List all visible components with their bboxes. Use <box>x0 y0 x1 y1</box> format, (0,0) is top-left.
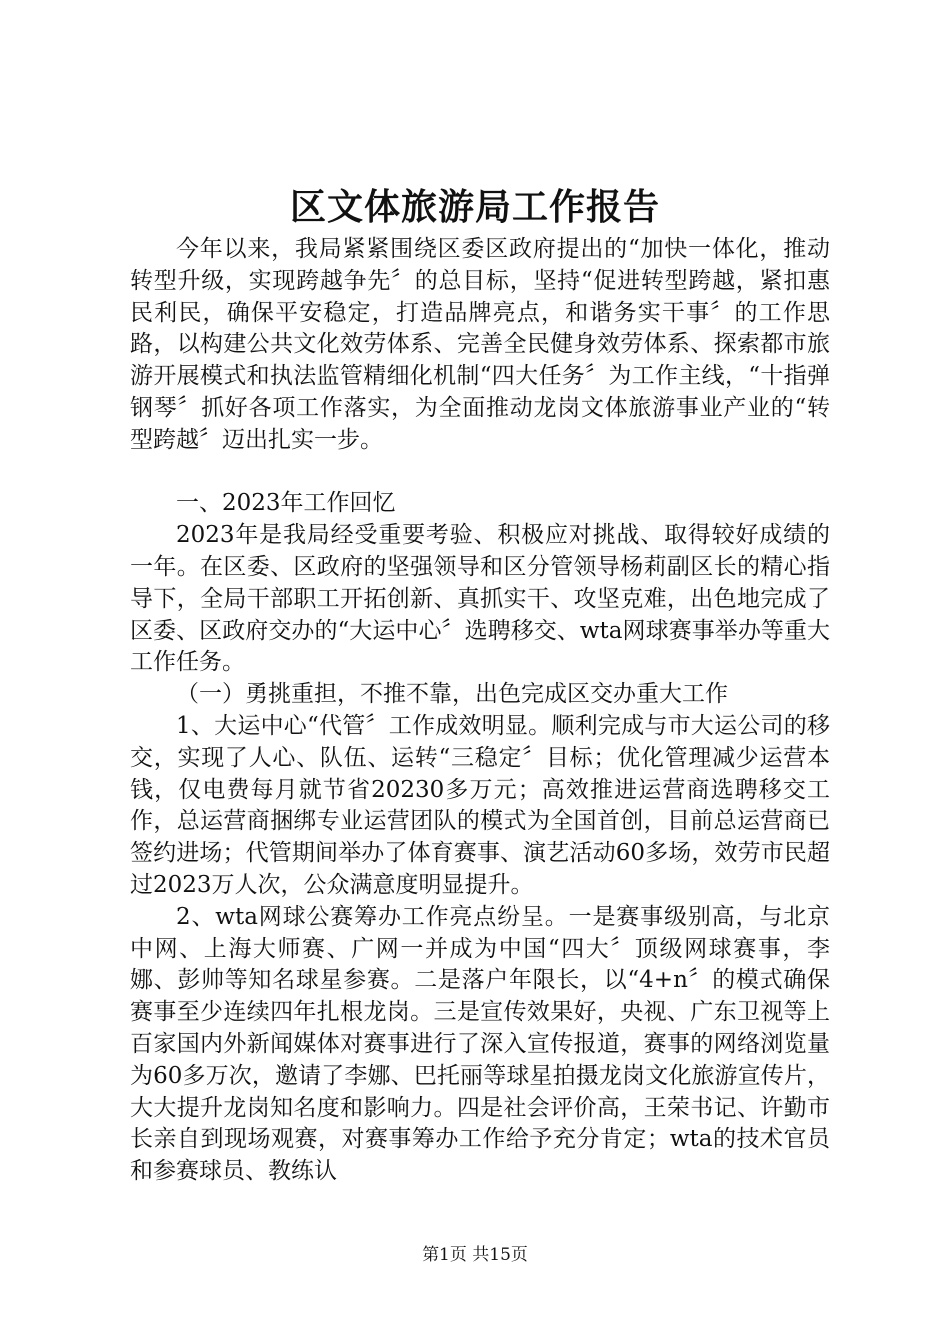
page-number: 第1页 共15页 <box>422 1245 528 1265</box>
paragraph-item-2: 2、wta网球公赛筹办工作亮点纷呈。一是赛事级别高，与北京中网、上海大师赛、广网一并成为中国“四大〞顶级网球赛事，李娜、彭帅等知名球星参赛。二是落户年限长，以“4+n〞的模式确保赛事至少连续四年扎根龙岗。三是宣传效果好，央视、广东卫视等上百家国内外新闻媒体对赛事进行了深入宣传报道，赛事的网络浏览量为60多万次，邀请了李娜、巴托丽等球星拍摄龙岗文化旅游宣传片，大大提升龙岗知名度和影响力。四是社会评价高，王荣书记、许勤市长亲自到现场观赛，对赛事筹办工作给予充分肯定；wta的技术官员和参赛球员、教练认 <box>130 903 830 1185</box>
section-heading: 一、2023年工作回忆 <box>176 490 396 517</box>
paragraph-intro: 今年以来，我局紧紧围绕区委区政府提出的“加快一体化，推动转型升级，实现跨越争先〞的总目标，坚持“促进转型跨越，紧扣惠民利民，确保平安稳定，打造品牌亮点，和谐务实干事〞的工作思路，以构建公共文化效劳体系、完善全民健身效劳体系、探索都市旅游开展模式和执法监管精细化机制“四大任务〞为工作主线，“十指弹钢琴〞抓好各项工作落实，为全面推动龙岗文体旅游事业产业的“转型跨越〞迈出扎实一步。 <box>130 236 830 453</box>
document-body <box>130 234 830 1188</box>
document-title: 区文体旅游局工作报告 <box>289 186 660 228</box>
paragraph-item-1: 1、大运中心“代管〞工作成效明显。顺利完成与市大运公司的移交，实现了人心、队伍、运转“三稳定〞目标；优化管理减少运营本钱，仅电费每月就节省20230多万元；高效推进运营商选聘移交工作，总运营商捆绑专业运营团队的模式为全国首创，目前总运营商已签约进场；代管期间举办了体育赛事、演艺活动60多场，效劳市民超过2023万人次，公众满意度明显提升。 <box>130 712 830 898</box>
subsection-heading: （一）勇挑重担，不推不靠，出色完成区交办重大工作 <box>176 681 728 708</box>
paragraph-review: 2023年是我局经受重要考验、积极应对挑战、取得较好成绩的一年。在区委、区政府的坚强领导和区分管领导杨莉副区长的精心指导下，全局干部职工开拓创新、真抓实干、攻坚克难，出色地完成了区委、区政府交办的“大运中心〞选聘移交、wta网球赛事举办等重大工作任务。 <box>130 522 830 676</box>
